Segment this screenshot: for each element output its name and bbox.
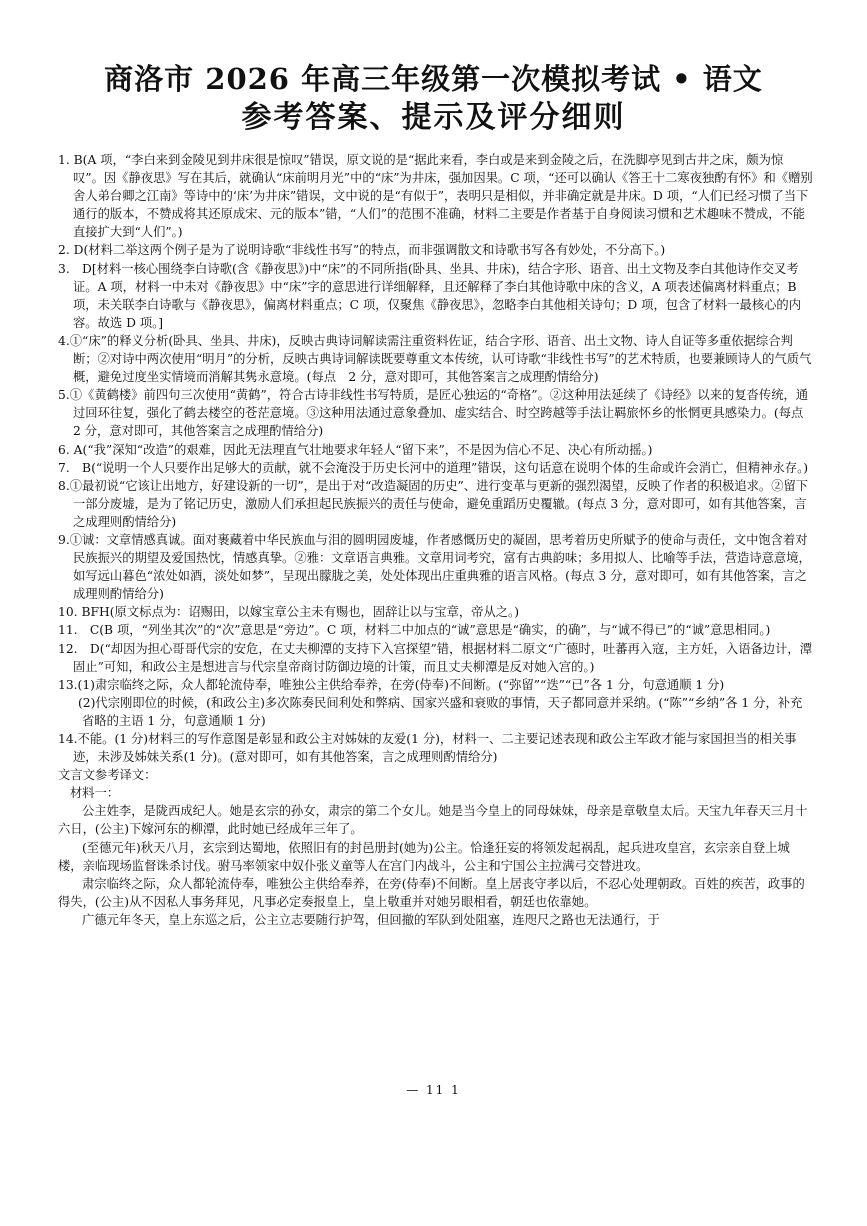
answer-paragraph: 7. B(“说明一个人只要作出足够大的贡献，就不会淹没于历史长河中的道理”错误，这句话意在说明个体的生命或许会消亡，但精神永存。) [58,460,809,475]
answer-paragraph: (2)代宗刚即位的时候，(和政公主)多次陈奏民间利处和弊病、国家兴盛和衰败的事情，天子都同意并采纳。(“陈”“乡纳”各 1 分，补充省略的主语 1 分，句意通顺 1 分) [78,695,803,728]
answer-paragraph: 4.①“床”的释义分析(卧具、坐具、井床)，反映古典诗词解读需注重资料佐证，结合字形、语音、出土文物、诗人自证等多重依据综合判断；②对诗中两次使用“明月”的分析，反映古典诗词解读既要尊重文本传统，认可诗歌“非线性书写”的艺术特质，也要兼顾诗人的气质气概，避免过度坐实情境而消解其隽永意境。(每点 2 分，意对即可，其他答案言之成理酌情给分) [58,333,812,385]
page-title: 商洛市 2026 年高三年级第一次模拟考试 • 语文 [104,62,763,96]
answer-paragraph: 3. D[材料一核心围绕李白诗歌(含《静夜思》)中“床”的不同所指(卧具、坐具、井床)，结合字形、语音、出土文物及李白其他诗作交叉考证。A 项，材料一中未对《静夜思》中“床”字的意思进行详细解释，且还解释了李白其他诗歌中床的含义，A 项表述偏离材料重点；B 项，未关联李白诗歌与《静夜思》，偏离材料重点；C 项，仅聚焦《静夜思》，忽略李白其他相关诗句；D 项，包含了材料一最核心的内容。故选 D 项。] [58,261,802,330]
answer-paragraph: 9.①诚：文章情感真诚。面对裹藏着中华民族血与泪的圆明园废墟，作者感慨历史的凝固，思考着历史所赋予的使命与责任，文中饱含着对民族振兴的期望及爱国热忱，情感真挚。②雅：文章语言典雅。文章用词考究，富有古典韵味；多用拟人、比喻等手法，营造诗意意境，如写远山暮色“浓处如酒，淡处如梦”，呈现出朦胧之美，处处体现出庄重典雅的语言风格。(每点 3 分，意对即可，如有其他答案，言之成理则酌情给分) [58,532,811,602]
answer-paragraph: 10. BFH(原文标点为：诏赐田，以嫁宝章公主未有赐也，固辞让以与宝章，帝从之。) [58,605,520,620]
answer-paragraph: (至德元年)秋天八月，玄宗到达蜀地，依照旧有的封邑册封(她为)公主。恰逢狂妄的将领发起祸乱，起兵进攻皇宫，玄宗亲自登上城楼，亲临现场监督诛杀讨伐。驸马率领家中奴仆张义童等人在宫门内战斗，公主和宁国公主拉满弓交替进攻。 [58,840,790,873]
answer-paragraph: 5.①《黄鹤楼》前四句三次使用“黄鹤”，符合古诗非线性书写特质，是匠心独运的“奇格”。②这种用法延续了《诗经》以来的复沓传统，通过回环往复，强化了鹤去楼空的苍茫意境。③这种用法通过意象叠加、虚实结合、时空跨越等手法让羁旅怀乡的怅惘更具感染力。(每点 2 分，意对即可，其他答案言之成理酌情给分) [58,388,809,439]
answer-paragraph: 6. A(“我”深知“改造”的艰难，因此无法理直气壮地要求年轻人“留下来”，不是因为信心不足、决心有所动摇。) [58,442,653,457]
page-number: — 11 1 [406,1083,461,1097]
answer-paragraph: 14.不能。(1 分)材料三的写作意图是彰显和政公主对姊妹的友爱(1 分)，材料一、二主要记述表现和政公主军政才能与家国担当的相关事迹，未涉及姊妹关系(1 分)。(意对即可，如有其他答案，言之成理则酌情给分) [58,732,797,765]
answer-paragraph: 2. D(材料二举这两个例子是为了说明诗歌“非线性书写”的特点，而非强调散文和诗歌书写各有妙处，不分高下。) [58,243,666,258]
answer-paragraph: 广德元年冬天，皇上东巡之后，公主立志要随行护驾，但回撤的军队到处阻塞，连咫尺之路也无法通行，于 [82,912,660,927]
answer-paragraph: 12. D(“却因为担心哥哥代宗的安危，在丈夫柳潭的支持下入宫探望”错，根据材料二原文“广德时，吐蕃再入寇，主方妊，入语备边计，潭固止”可知，和政公主是想进言与代宗皇帝商讨防御边境的计策，而且丈夫柳潭是反对她入宫的。) [58,641,812,674]
answer-paragraph: 13.(1)肃宗临终之际，众人都轮流侍奉，唯独公主供给奉养，在旁(侍奉)不间断。(“弥留”“迭”“已”各 1 分，句意通顺 1 分) [58,677,725,692]
answer-paragraph: 1. B(A 项，“李白来到金陵见到井床很是惊叹”错误，原文说的是“据此来看，李白或是来到金陵之后，在洗脚亭见到古井之床，颇为惊叹”。因《静夜思》写在其后，就确认“床前明月光”中的“床”为井床，强加因果。C 项，“还可以确认《答王十二寒夜独酌有怀》和《赠别舍人弟台卿之江南》等诗中的‘床’为井床”错误，文中说的是“有似于”，表明只是相似，并非确定就是井床。D 项，“人们已经习惯了当下通行的版本，不赞成将其还原成宋、元的版本”错，“人们”的范围不准确，材料二主要是作者基于自身阅读习惯和艺术趣味不赞成，不能直接扩大到“人们”。) [58,153,813,240]
page-subtitle: 参考答案、提示及评分细则 [241,100,626,135]
answer-paragraph: 8.①最初说“它该让出地方，好建设新的一切”，是出于对“改造凝固的历史”、进行变革与更新的强烈渴望，反映了作者的积极追求。②留下一部分废墟，是为了铭记历史，激励人们承担起民族振兴的责任与使命，避免重蹈历史覆辙。(每点 3 分，意对即可，如有其他答案，言之成理则酌情给分) [58,478,809,529]
answer-paragraph: 公主姓李，是陇西成纪人。她是玄宗的孙女，肃宗的第二个女儿。她是当今皇上的同母妹妹，母亲是章敬皇太后。天宝九年春天三月十六日，(公主)下嫁河东的柳潭，此时她已经成年三年了。 [58,804,808,837]
answer-paragraph: 材料一： [70,786,120,801]
answer-body [58,151,813,929]
answer-paragraph: 肃宗临终之际，众人都轮流侍奉，唯独公主供给奉养，在旁(侍奉)不间断。皇上居丧守孝以后，不忍心处理朝政。百姓的疾苦，政事的得失，(公主)从不因私人事务拜见，凡事必定奏报皇上，皇上敬重并对她另眼相看，朝廷也依靠她。 [58,876,805,909]
answer-paragraph: 文言文参考译文： [58,768,157,783]
answer-paragraph: 11. C(B 项，“列坐其次”的“次”意思是“旁边”。C 项，材料二中加点的“诚”意思是“确实，的确”，与“诚不得已”的“诚”意思相同。) [58,623,771,638]
